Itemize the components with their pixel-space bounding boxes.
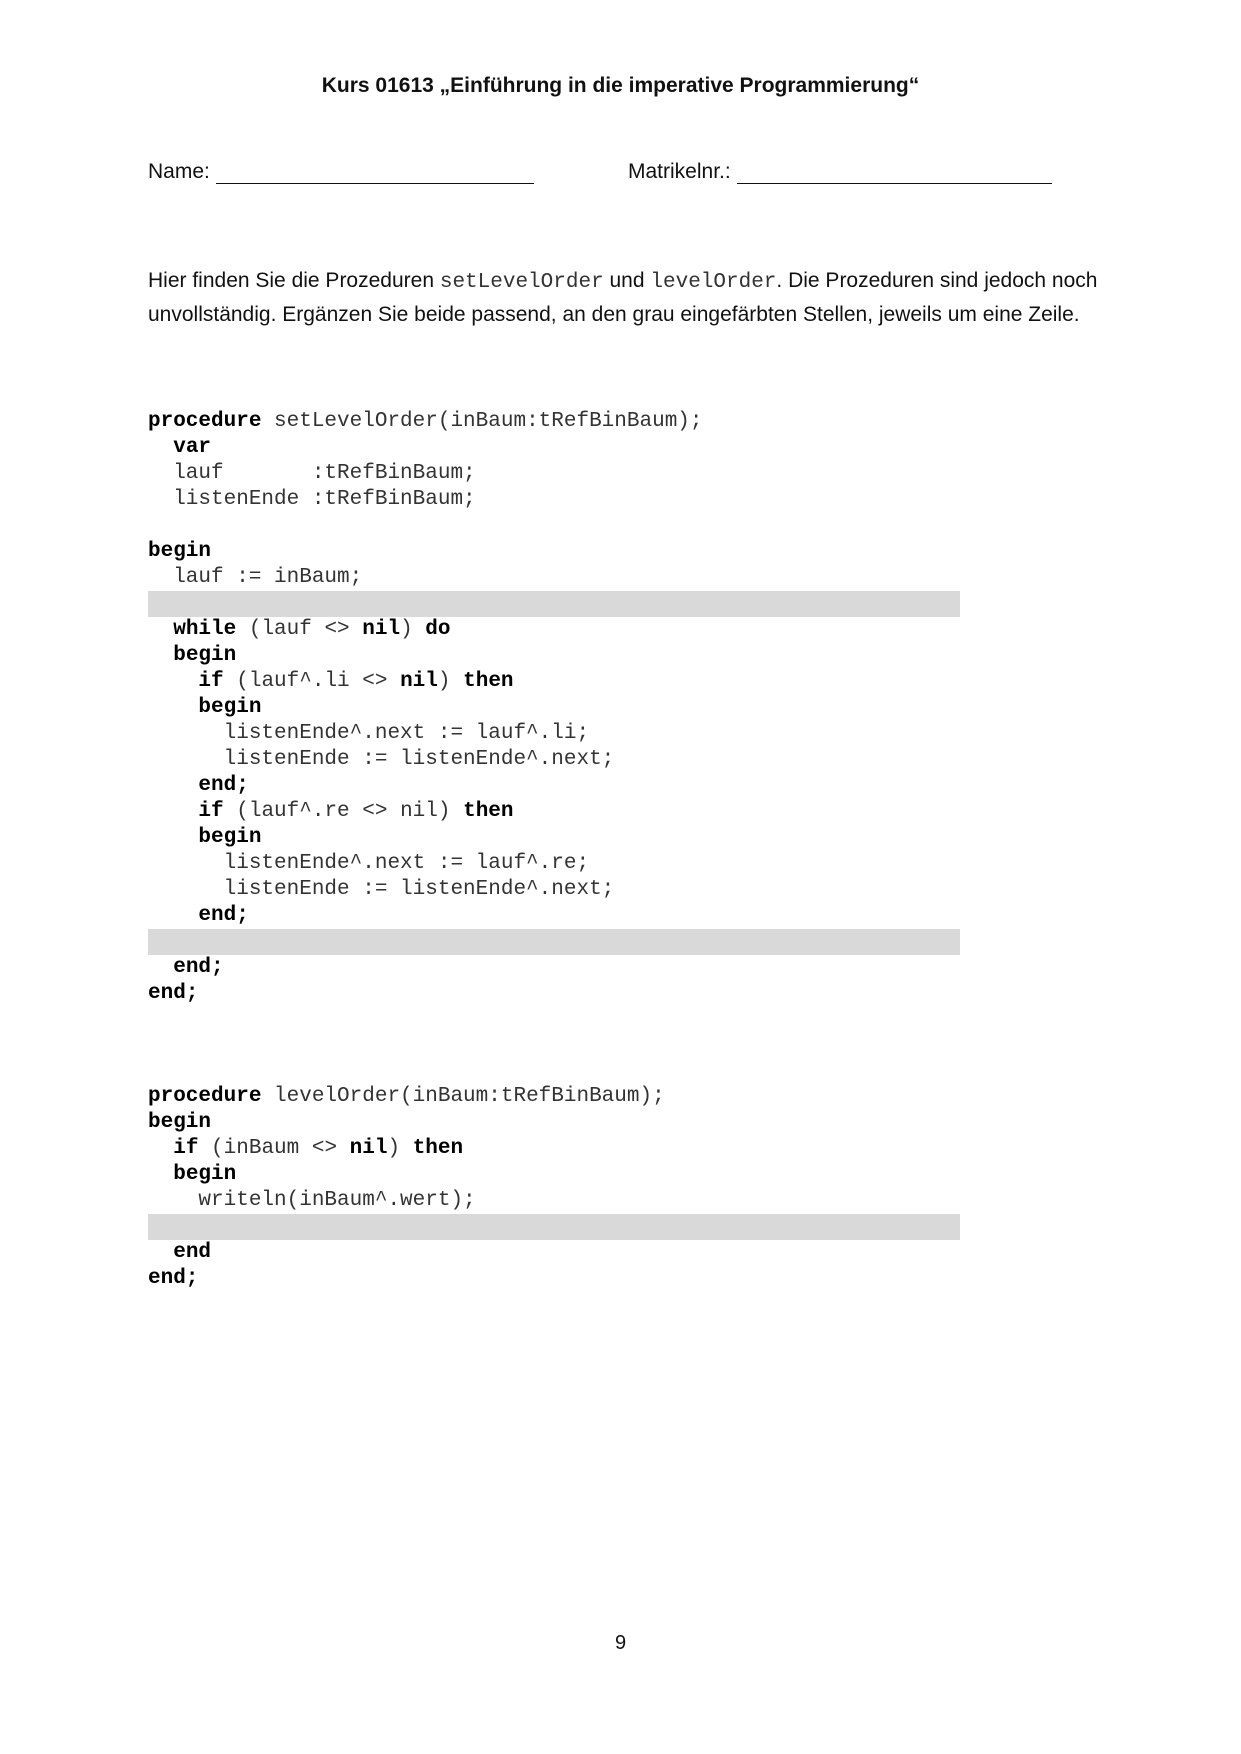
code-line: begin: [173, 644, 237, 667]
code-line: listenEnde^.next := lauf^.li;: [148, 722, 590, 745]
gray-blank-line: [148, 591, 960, 617]
code-line: procedure setLevelOrder(inBaum:tRefBinBaum);: [148, 410, 703, 433]
code-line: lauf :tRefBinBaum;: [148, 462, 476, 485]
gray-blank-line: [148, 929, 960, 955]
code-line: begin: [173, 1163, 237, 1186]
code-line: end;: [148, 1267, 199, 1290]
code-line: while (lauf <> nil) do: [173, 618, 451, 641]
code-line: listenEnde := listenEnde^.next;: [148, 878, 615, 901]
code-line: if (lauf^.re <> nil) then: [198, 800, 514, 823]
code-line: procedure levelOrder(inBaum:tRefBinBaum);: [148, 1085, 665, 1108]
name-blank-line: [216, 161, 534, 184]
matrikel-field: [628, 160, 1052, 184]
intro-code-setlevelorder: setLevelOrder: [439, 271, 604, 294]
gray-blank-line: [148, 1214, 960, 1240]
code-line-empty: [148, 513, 960, 539]
code-line: if (lauf^.li <> nil) then: [198, 670, 514, 693]
code-line: begin: [198, 696, 262, 719]
intro-text: und: [603, 269, 651, 292]
page-title: Kurs 01613 „Einführung in die imperative Programmierung“: [321, 74, 920, 97]
code-line: listenEnde^.next := lauf^.re;: [148, 852, 590, 875]
code-line: begin: [148, 540, 212, 563]
code-line: listenEnde :tRefBinBaum;: [148, 488, 476, 511]
intro-text: . Die Prozeduren sind jedoch noch unvollständig. Ergänzen Sie beide passend, an den grau eingefärbten Stellen, jeweils um eine Zeile.: [148, 269, 1098, 326]
code-line: lauf := inBaum;: [148, 566, 363, 589]
intro-text: Hier finden Sie die Prozeduren: [148, 269, 440, 292]
code-block-levelorder: [148, 1084, 960, 1292]
name-field: [148, 160, 534, 184]
name-label: Name:: [148, 160, 210, 183]
code-line: end;: [198, 774, 249, 797]
code-line: end;: [198, 904, 249, 927]
task-description: [148, 265, 1098, 331]
code-line: end;: [173, 956, 224, 979]
code-line: begin: [148, 1111, 212, 1134]
page-number: 9: [614, 1632, 627, 1654]
code-line: if (inBaum <> nil) then: [173, 1137, 464, 1160]
intro-code-levelorder: levelOrder: [650, 271, 777, 294]
matrikel-label: Matrikelnr.:: [628, 160, 731, 183]
code-line: end: [173, 1241, 212, 1264]
code-line: writeln(inBaum^.wert);: [148, 1189, 476, 1212]
code-line: begin: [198, 826, 262, 849]
code-line: end;: [148, 982, 199, 1005]
matrikel-blank-line: [737, 161, 1052, 184]
code-line: listenEnde := listenEnde^.next;: [148, 748, 615, 771]
code-block-setlevelorder: [148, 409, 960, 1007]
code-line: var: [173, 436, 212, 459]
